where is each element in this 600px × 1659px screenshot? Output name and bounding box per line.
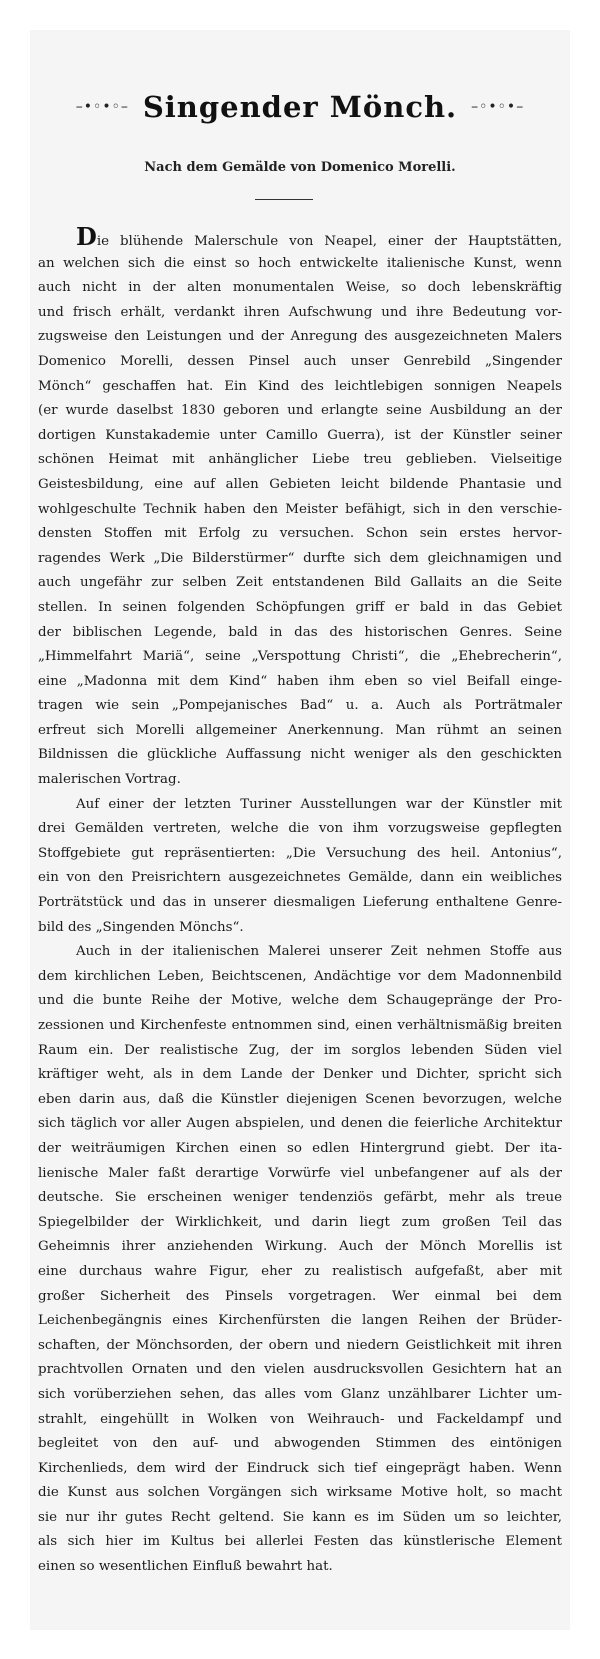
text-line — [38, 1530, 562, 1555]
line-text: densten Stoffen mit Erfolg zu versuchen. Schon sein erstes hervor- — [38, 526, 562, 542]
text-line — [38, 1088, 562, 1113]
paragraph — [38, 793, 562, 941]
text-line — [38, 1309, 562, 1334]
text-line — [38, 645, 562, 670]
article-body — [38, 227, 562, 1580]
line-text: Leichenbegängnis eines Kirchenfürsten die langen Reihen der Brüder- — [38, 1313, 562, 1329]
text-line — [38, 1211, 562, 1236]
text-line — [38, 1481, 562, 1506]
line-text: wohlgeschulte Technik haben den Meister befähigt, sich in den verschie- — [38, 501, 562, 517]
paragraph — [38, 227, 562, 793]
line-text: (er wurde daselbst 1830 geboren und erlangte seine Ausbildung an der — [38, 403, 562, 419]
line-text: eine „Madonna mit dem Kind“ haben ihm eben so viel Beifall einge- — [38, 673, 562, 689]
text-line — [38, 1112, 562, 1137]
text-line — [38, 817, 562, 842]
text-line — [38, 1555, 562, 1580]
text-line — [38, 866, 562, 891]
line-text: tragen wie sein „Pompejanisches Bad“ u. a. Auch als Porträtmaler — [38, 698, 562, 714]
line-text: deutsche. Sie erscheinen weniger tendenziös gefärbt, mehr als treue — [38, 1190, 562, 1206]
line-text: Porträtstück und das in unserer diesmaligen Lieferung enthaltene Genre- — [38, 895, 562, 911]
line-text: der biblischen Legende, bald in das des historischen Genres. Seine — [38, 624, 562, 640]
text-line — [38, 670, 562, 695]
line-text: „Himmelfahrt Mariä“, seine „Verspottung Christi“, die „Ehebrecherin“, — [38, 649, 562, 665]
text-line — [38, 1285, 562, 1310]
right-ornament: –◦•◦•– — [471, 99, 525, 115]
line-text: zessionen und Kirchenfeste entnommen sind, einen verhältnismäßig breiten — [38, 1018, 562, 1033]
text-line — [38, 719, 562, 744]
subtitle: Nach dem Gemälde von Domenico Morelli. — [144, 160, 456, 175]
line-text: zugsweise den Leistungen und der Anregung des ausgezeichneten Malers — [38, 329, 562, 345]
text-line — [38, 743, 562, 768]
line-text: eine durchaus wahre Figur, eher zu realistisch aufgefaßt, aber mit — [38, 1263, 562, 1279]
text-line — [38, 1186, 562, 1211]
text-line — [38, 375, 562, 400]
line-text: dem kirchlichen Leben, Beichtscenen, Andächtige vor dem Madonnenbild — [38, 968, 562, 984]
line-text: großer Sicherheit des Pinsels vorgetragen. Wer einmal bei dem — [38, 1288, 562, 1304]
text-line — [38, 473, 562, 498]
text-line — [38, 596, 562, 621]
text-line — [38, 448, 562, 473]
line-text: sie nur ihr gutes Recht geltend. Sie kann es im Süden um so leichter, — [38, 1509, 562, 1525]
page-sheet — [30, 30, 570, 1630]
left-ornament: –•◦•◦– — [75, 99, 129, 115]
line-text: ie blühende Malerschule von Neapel, einer der Hauptstätten, — [96, 234, 562, 249]
text-line — [38, 1063, 562, 1088]
line-text: malerischen Vortrag. — [38, 772, 181, 788]
line-text: sich täglich vor aller Augen abspielen, und denen die feierliche Architektur — [38, 1116, 562, 1132]
line-text: Bildnissen die glückliche Auffassung nicht weniger als den geschickten — [38, 747, 562, 763]
line-text: die Kunst aus solchen Vorgängen sich wirksame Motive holt, so macht — [38, 1485, 562, 1501]
line-text: sich vorüberziehen sehen, das alles vom Glanz unzählbarer Lichter um- — [38, 1386, 562, 1402]
line-text: Stoffgebiete gut repräsentierten: „Die Versuchung des heil. Antonius“, — [38, 845, 562, 861]
text-line — [38, 227, 562, 252]
divider-rule — [255, 199, 313, 200]
text-line — [38, 940, 562, 965]
line-text: und frisch erhält, verdankt ihren Aufschwung und ihre Bedeutung vor- — [38, 304, 562, 320]
line-text: Auf einer der letzten Turiner Ausstellungen war der Künstler mit — [76, 796, 562, 812]
text-line — [38, 1235, 562, 1260]
text-line — [38, 276, 562, 301]
line-text: kräftiger weht, als in dem Lande der Denker und Dichter, spricht sich — [38, 1067, 562, 1083]
line-text: drei Gemälden vertreten, welche die von ihm vorzugsweise gepflegten — [38, 821, 562, 837]
line-text: stellen. In seinen folgenden Schöpfungen griff er bald in das Gebiet — [38, 599, 562, 615]
text-line — [38, 793, 562, 818]
page-title: Singender Mönch. — [142, 90, 458, 124]
text-line — [38, 1162, 562, 1187]
text-line — [38, 1014, 562, 1039]
text-line — [38, 621, 562, 646]
text-line — [38, 891, 562, 916]
line-text: Spiegelbilder der Wirklichkeit, und darin liegt zum großen Teil das — [38, 1214, 562, 1230]
line-text: dortigen Kunstakademie unter Camillo Guerra), ist der Künstler seiner — [38, 427, 562, 443]
line-text: Raum ein. Der realistische Zug, der im sorglos lebenden Süden viel — [38, 1042, 562, 1058]
text-line — [38, 1432, 562, 1457]
line-text: Geistesbildung, eine auf allen Gebieten leicht bildende Phantasie und — [38, 476, 562, 492]
line-text: an welchen sich die einst so hoch entwickelte italienische Kunst, wenn — [38, 255, 562, 271]
line-text: auch nicht in der alten monumentalen Weise, so doch lebenskräftig — [38, 280, 562, 296]
line-text: auch ungefähr zur selben Zeit entstandenen Bild Gallaits an die Seite — [38, 575, 562, 591]
text-line — [38, 1506, 562, 1531]
text-line — [38, 1358, 562, 1383]
text-line — [38, 1334, 562, 1359]
line-text: schaften, der Mönchsorden, der obern und niedern Geistlichkeit mit ihren — [38, 1337, 562, 1353]
line-text: ragendes Werk „Die Bilderstürmer“ durfte sich dem gleichnamigen und — [38, 550, 562, 566]
line-text: schönen Heimat mit anhänglicher Liebe treu geblieben. Vielseitige — [38, 452, 562, 468]
line-text: Domenico Morelli, dessen Pinsel auch unser Genrebild „Singender — [38, 353, 562, 369]
line-text: einen so wesentlichen Einfluß bewahrt hat. — [38, 1559, 333, 1575]
text-line — [38, 424, 562, 449]
text-line — [38, 1408, 562, 1433]
line-text: der weiträumigen Kirchen einen so edlen Hintergrund giebt. Der ita- — [38, 1140, 562, 1156]
line-text: als sich hier im Kultus bei allerlei Festen das künstlerische Element — [38, 1534, 562, 1550]
text-line — [38, 301, 562, 326]
text-line — [38, 694, 562, 719]
line-text: erfreut sich Morelli allgemeiner Anerkennung. Man rühmt an seinen — [38, 722, 562, 738]
text-line — [38, 350, 562, 375]
text-line — [38, 325, 562, 350]
line-text: Kirchenlieds, dem wird der Eindruck sich tief eingeprägt haben. Wenn — [38, 1460, 562, 1476]
text-line — [38, 547, 562, 572]
line-text: bild des „Singenden Mönchs“. — [38, 919, 244, 935]
line-text: eben darin aus, daß die Künstler diejenigen Scenen bevorzugen, welche — [38, 1091, 562, 1107]
text-line — [38, 768, 562, 793]
text-line — [38, 498, 562, 523]
line-text: ein von den Preisrichtern ausgezeichnetes Gemälde, dann ein weibliches — [38, 870, 562, 886]
text-line — [38, 1137, 562, 1162]
paragraph — [38, 940, 562, 1579]
text-line — [38, 916, 562, 941]
text-line — [38, 965, 562, 990]
text-line — [38, 1457, 562, 1482]
title-row — [30, 82, 570, 132]
drop-cap: D — [76, 227, 97, 251]
text-line — [38, 571, 562, 596]
line-text: Mönch“ geschaffen hat. Ein Kind des leichtlebigen sonnigen Neapels — [38, 378, 562, 394]
text-line — [38, 842, 562, 867]
line-text: Auch in der italienischen Malerei unserer Zeit nehmen Stoffe aus — [76, 944, 562, 960]
text-line — [38, 399, 562, 424]
line-text: prachtvollen Ornaten und den vielen ausdrucksvollen Gesichtern hat an — [38, 1362, 562, 1378]
line-text: Geheimnis ihrer anziehenden Wirkung. Auch der Mönch Morellis ist — [38, 1239, 562, 1255]
text-line — [38, 1383, 562, 1408]
text-line — [38, 522, 562, 547]
line-text: lienische Maler faßt derartige Vorwürfe viel unbefangener auf als der — [38, 1165, 562, 1181]
text-line — [38, 989, 562, 1014]
line-text: und die bunte Reihe der Motive, welche dem Schaugepränge der Pro- — [38, 993, 562, 1009]
line-text: strahlt, eingehüllt in Wolken von Weihrauch- und Fackeldampf und — [38, 1411, 562, 1427]
text-line — [38, 1260, 562, 1285]
text-line — [38, 252, 562, 277]
line-text: begleitet von den auf- und abwogenden Stimmen des eintönigen — [38, 1436, 562, 1452]
text-line — [38, 1039, 562, 1064]
